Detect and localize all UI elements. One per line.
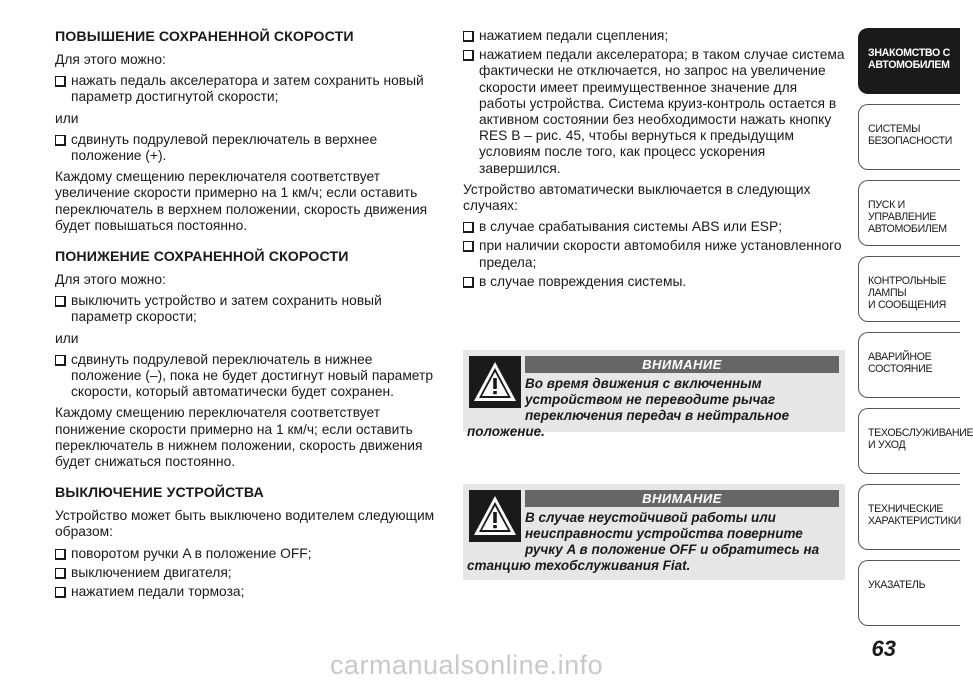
bullet-list — [55, 73, 440, 105]
list-item: при наличии скорости автомобиля ниже установленного предела; — [463, 238, 845, 270]
list-item: выключением двигателя; — [55, 565, 440, 581]
warning-label: ВНИМАНИЕ — [525, 356, 839, 373]
section-title-increase: ПОВЫШЕНИЕ СОХРАНЕННОЙ СКОРОСТИ — [55, 29, 354, 45]
warning-box — [463, 484, 845, 580]
warning-triangle-icon — [469, 356, 521, 408]
left-column — [55, 28, 440, 605]
checkbox-bullet-icon — [463, 241, 474, 252]
warning-triangle-icon — [469, 490, 521, 542]
bullet-list — [463, 28, 845, 177]
tab-starting-driving[interactable]: ПУСК И УПРАВЛЕНИЕ АВТОМОБИЛЕМ — [858, 180, 960, 246]
tab-getting-to-know[interactable]: ЗНАКОМСТВО С АВТОМОБИЛЕМ — [858, 28, 960, 94]
list-item: в случае повреждения системы. — [463, 274, 845, 290]
section-title-switch-off: ВЫКЛЮЧЕНИЕ УСТРОЙСТВА — [55, 485, 264, 502]
tab-safety[interactable]: СИСТЕМЫ БЕЗОПАСНОСТИ — [858, 104, 960, 170]
list-item: выключить устройство и затем сохранить новый параметр скорости; — [55, 293, 440, 325]
list-item: сдвинуть подрулевой переключатель в нижнее положение (–), пока не будет достигнут новый параметр скорости, который автоматически будет сохранен. — [55, 352, 440, 401]
list-item: нажатием педали тормоза; — [55, 584, 440, 600]
paragraph: Каждому смещению переключателя соответствует увеличение скорости примерно на 1 км/ч; если оставить переключатель в верхнем положении, скорость движения будет повышаться постоянно. — [55, 169, 428, 233]
bullet-list — [55, 352, 440, 401]
bullet-list — [55, 546, 440, 601]
warning-text: Во время движения с включенным устройством не переводите рычаг переключения передач в нейтральное положение. — [467, 376, 790, 439]
chapter-tabs — [858, 28, 973, 636]
tab-maintenance[interactable]: ТЕХОБСЛУЖИВАНИЕ И УХОД — [858, 408, 960, 474]
section-intro: Для этого можно: — [55, 52, 166, 67]
warning-text: В случае неустойчивой работы или неисправности устройства поверните ручку A в положение OFF и обратитесь на станцию техобслуживания Fiat. — [467, 510, 820, 573]
or-text: или — [55, 330, 79, 346]
tab-warning-lights[interactable]: КОНТРОЛЬНЫЕ ЛАМПЫ И СООБЩЕНИЯ — [858, 256, 960, 322]
section-title-decrease: ПОНИЖЕНИЕ СОХРАНЕННОЙ СКОРОСТИ — [55, 249, 349, 266]
bullet-list — [463, 219, 845, 290]
list-item: поворотом ручки A в положение OFF; — [55, 546, 440, 562]
or-text: или — [55, 110, 79, 126]
tab-emergency[interactable]: АВАРИЙНОЕ СОСТОЯНИЕ — [858, 332, 960, 398]
middle-column — [463, 28, 845, 295]
checkbox-bullet-icon — [463, 31, 474, 42]
checkbox-bullet-icon — [55, 76, 66, 87]
checkbox-bullet-icon — [463, 222, 474, 233]
checkbox-bullet-icon — [55, 296, 66, 307]
tab-technical-specs[interactable]: ТЕХНИЧЕСКИЕ ХАРАКТЕРИСТИКИ — [858, 484, 960, 550]
checkbox-bullet-icon — [55, 135, 66, 146]
page-number: 63 — [871, 636, 896, 661]
paragraph: Устройство автоматически выключается в следующих случаях: — [463, 181, 811, 214]
list-item: нажатием педали сцепления; — [463, 28, 845, 44]
list-item: нажатием педали акселератора; в таком случае система фактически не отключается, но запрос на увеличение скорости имеет преимущественное значение для работы устройства. Система круиз-контроль остается в активном состоянии без необходимости нажать кнопку RES B – рис. 45, чтобы вернуться к предыдущим условиям после того, как процесс ускорения завершился. — [463, 47, 845, 177]
checkbox-bullet-icon — [55, 549, 66, 560]
checkbox-bullet-icon — [463, 277, 474, 288]
bullet-list — [55, 293, 440, 325]
checkbox-bullet-icon — [55, 568, 66, 579]
list-item: сдвинуть подрулевой переключатель в верхнее положение (+). — [55, 132, 440, 164]
checkbox-bullet-icon — [55, 587, 66, 598]
checkbox-bullet-icon — [55, 355, 66, 366]
list-item: в случае срабатывания системы ABS или ESP; — [463, 219, 845, 235]
checkbox-bullet-icon — [463, 50, 474, 61]
paragraph: Каждому смещению переключателя соответствует понижение скорости примерно на 1 км/ч; если оставить переключатель в нижнем положении, скорость движения будет снижаться постоянно. — [55, 405, 423, 470]
section-intro: Устройство может быть выключено водителем следующим образом: — [55, 508, 435, 540]
list-item: нажать педаль акселератора и затем сохранить новый параметр достигнутой скорости; — [55, 73, 440, 105]
warning-box — [463, 350, 845, 439]
warning-label: ВНИМАНИЕ — [525, 490, 839, 507]
section-intro: Для этого можно: — [55, 272, 166, 288]
watermark: carmanualsonline.info — [330, 650, 604, 680]
bullet-list — [55, 132, 440, 164]
tab-index[interactable]: УКАЗАТЕЛЬ — [858, 560, 960, 626]
